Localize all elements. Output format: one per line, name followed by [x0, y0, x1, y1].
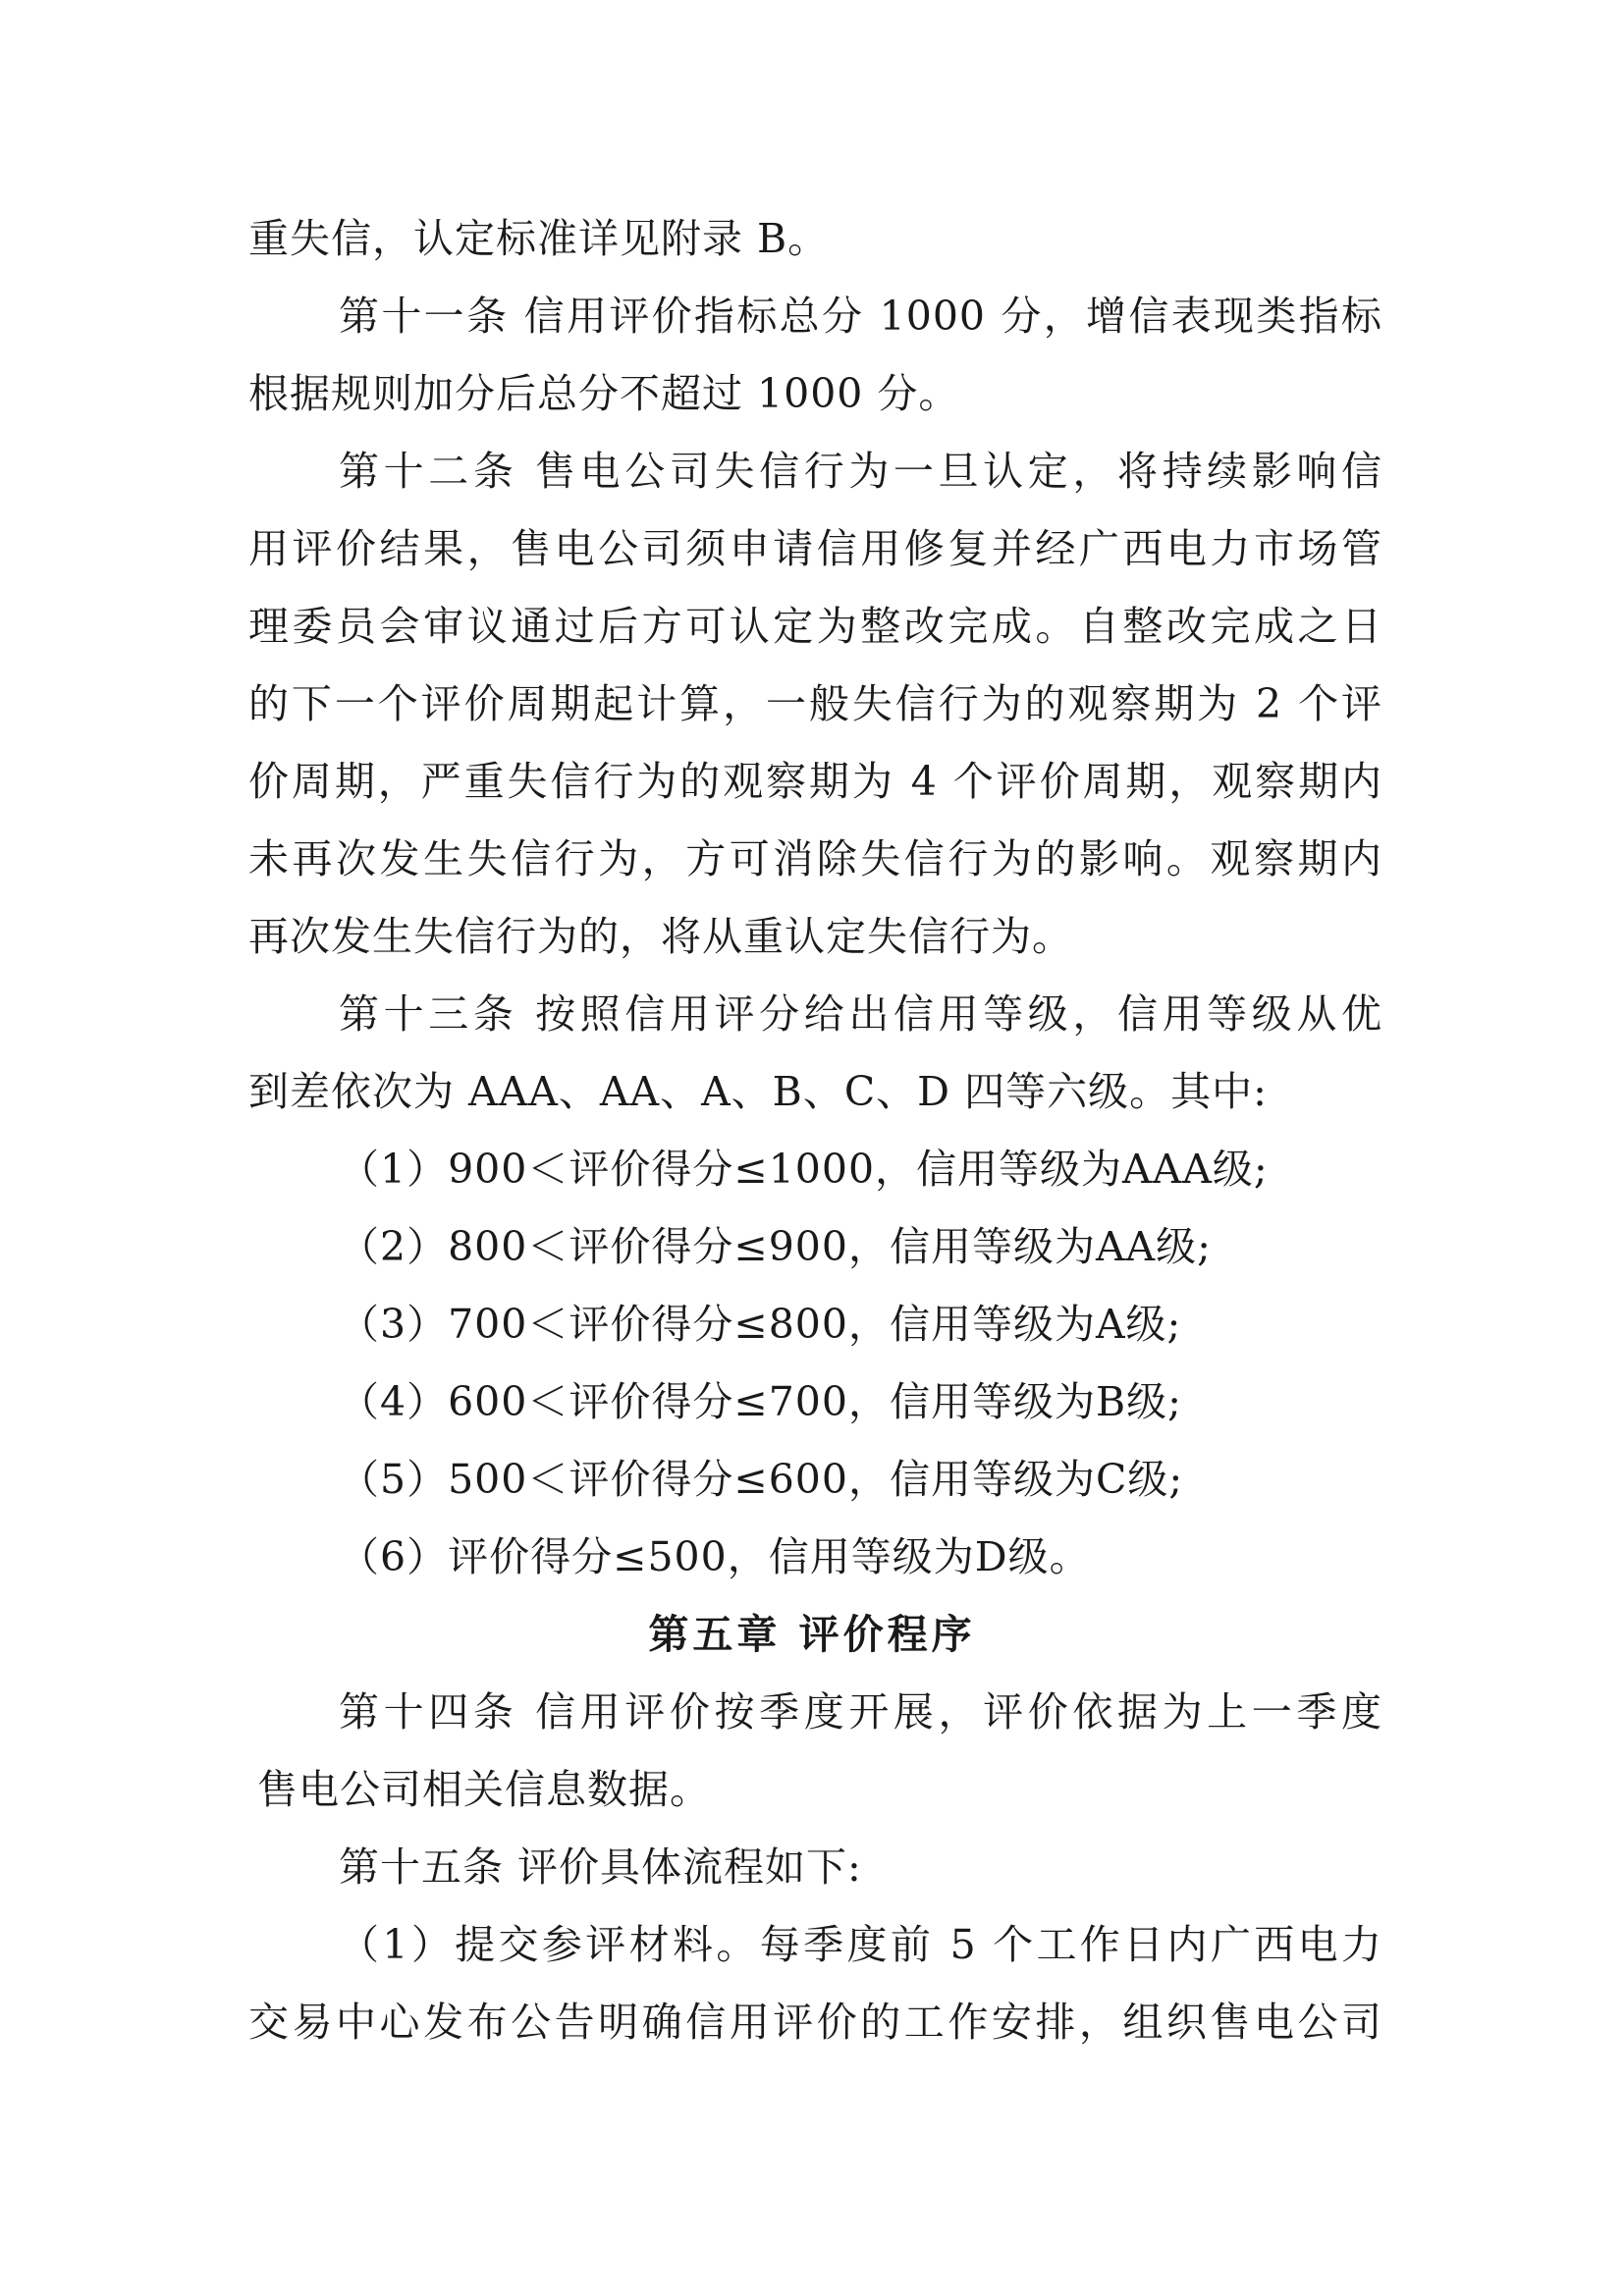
- text-line: 未再次发生失信行为，方可消除失信行为的影响。观察期内: [248, 835, 1382, 882]
- grade-item: （2）800＜评价得分≤900，信用等级为AA级;: [339, 1223, 1212, 1270]
- text-line: 售电公司相关信息数据。: [257, 1766, 711, 1813]
- chapter-heading: 第五章 评价程序: [648, 1611, 976, 1658]
- article-12-line: 第十二条 售电公司失信行为一旦认定，将持续影响信: [339, 448, 1382, 495]
- grade-item: （4）600＜评价得分≤700，信用等级为B级;: [339, 1378, 1182, 1425]
- text-line: 交易中心发布公告明确信用评价的工作安排，组织售电公司: [248, 1999, 1382, 2046]
- grade-item: （5）500＜评价得分≤600，信用等级为C级;: [339, 1456, 1184, 1503]
- procedure-step-line: （1）提交参评材料。每季度前 5 个工作日内广西电力: [339, 1921, 1382, 1968]
- article-11-line: 第十一条 信用评价指标总分 1000 分，增信表现类指标: [339, 293, 1382, 340]
- grade-item: （3）700＜评价得分≤800，信用等级为A级;: [339, 1301, 1182, 1348]
- grade-item: （6）评价得分≤500，信用等级为D级。: [339, 1533, 1091, 1580]
- article-13-line: 第十三条 按照信用评分给出信用等级，信用等级从优: [339, 990, 1382, 1038]
- text-line: 用评价结果，售电公司须申请信用修复并经广西电力市场管: [248, 525, 1382, 572]
- text-line: 的下一个评价周期起计算，一般失信行为的观察期为 2 个评: [248, 680, 1382, 727]
- article-15-line: 第十五条 评价具体流程如下:: [339, 1843, 862, 1891]
- text-line: 到差依次为 AAA、AA、A、B、C、D 四等六级。其中:: [248, 1068, 1268, 1115]
- text-line: 价周期，严重失信行为的观察期为 4 个评价周期，观察期内: [248, 758, 1382, 805]
- text-line: 重失信，认定标准详见附录 B。: [248, 215, 830, 262]
- text-line: 根据规则加分后总分不超过 1000 分。: [248, 370, 960, 417]
- text-line: 理委员会审议通过后方可认定为整改完成。自整改完成之日: [248, 603, 1382, 650]
- text-line: 再次发生失信行为的，将从重认定失信行为。: [248, 913, 1073, 960]
- article-14-line: 第十四条 信用评价按季度开展，评价依据为上一季度: [339, 1688, 1382, 1735]
- grade-item: （1）900＜评价得分≤1000，信用等级为AAA级;: [339, 1146, 1269, 1193]
